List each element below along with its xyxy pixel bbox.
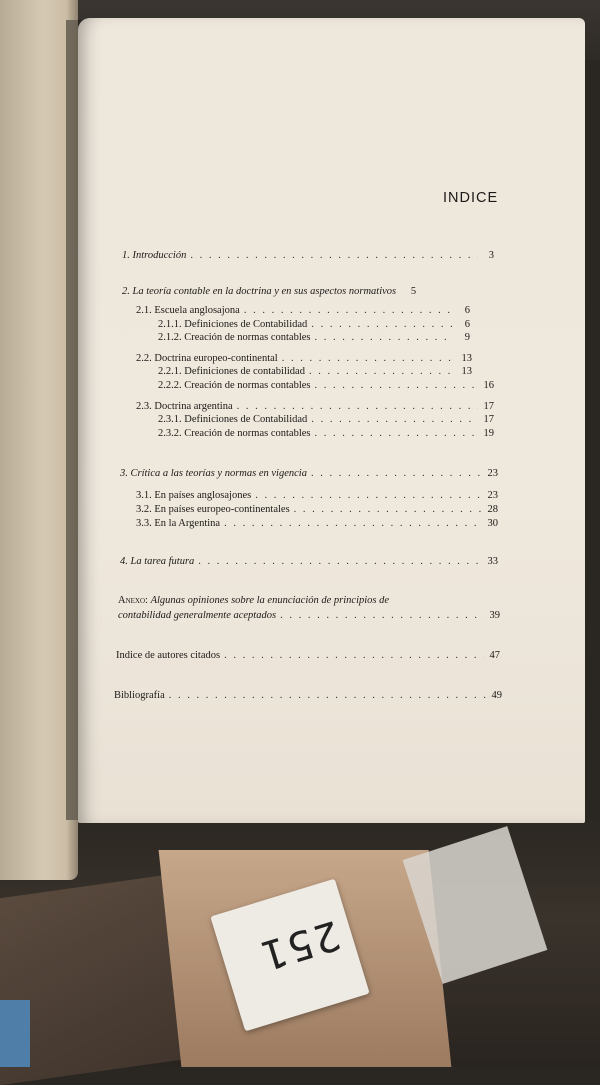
toc-entry-2-3-1: 2.3.1. Definiciones de Contabilidad . . . 17 (158, 414, 494, 425)
toc-entry-ch3: 3. Crítica a las teorías y normas en vigencia . . . 23 (120, 468, 498, 479)
toc-entry-bibliography: Bibliografía . . . 49 (114, 690, 502, 701)
toc-entry-3-1: 3.1. En países anglosajones . . . 23 (136, 490, 498, 501)
toc-entry-2-2-1: 2.2.1. Definiciones de contabilidad . . . 13 (158, 366, 472, 377)
toc-entry-ch2: 2. La teoría contable en la doctrina y en sus aspectos normativos 5 (122, 286, 417, 297)
blue-object (0, 1000, 30, 1067)
book-page (78, 18, 585, 823)
toc-entry-annex-line2: contabilidad generalmente aceptados . . . 39 (118, 610, 500, 621)
page-title: INDICE (443, 190, 499, 206)
toc-entry-ch1: 1. Introducción . . . 3 (122, 250, 494, 261)
toc-entry-2-1: 2.1. Escuela anglosajona . . . 6 (136, 305, 470, 316)
toc-entry-2-2-2: 2.2.2. Creación de normas contables . . . 16 (158, 380, 494, 391)
toc-entry-ch4: 4. La tarea futura . . . 33 (120, 556, 498, 567)
toc-entry-2-3-2: 2.3.2. Creación de normas contables . . . 19 (158, 428, 494, 439)
toc-entry-2-1-1: 2.1.1. Definiciones de Contabilidad . . . 6 (158, 319, 470, 330)
sticker-number: 251 (253, 910, 346, 980)
toc-entry-2-2: 2.2. Doctrina europeo-continental . . . 13 (136, 353, 472, 364)
toc-entry-3-2: 3.2. En países europeo-continentales . . . 28 (136, 504, 498, 515)
toc-entry-2-1-2: 2.1.2. Creación de normas contables . . . 9 (158, 332, 470, 343)
toc-entry-annex-line1: Anexo: Algunas opiniones sobre la enunciación de principios de (118, 595, 390, 606)
toc-entry-3-3: 3.3. En la Argentina . . . 30 (136, 518, 498, 529)
toc-entry-2-3: 2.3. Doctrina argentina . . . 17 (136, 401, 494, 412)
toc-entry-authors: Indice de autores citados . . . 47 (116, 650, 500, 661)
